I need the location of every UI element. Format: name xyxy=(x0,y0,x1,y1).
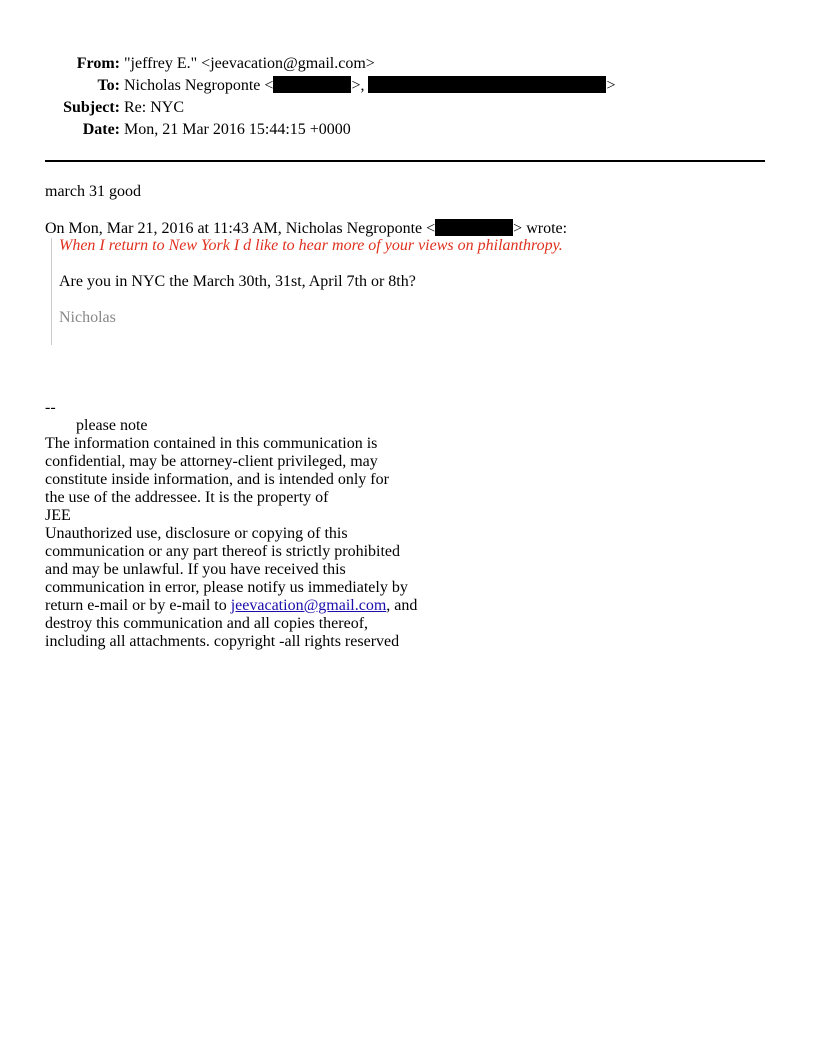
date-label: Date: xyxy=(82,121,120,138)
from-row xyxy=(0,53,816,75)
signature-block xyxy=(45,399,417,651)
signature-line: confidential, may be attorney-client privileged, may xyxy=(45,453,378,470)
signature-line: Unauthorized use, disclosure or copying of this xyxy=(45,525,348,542)
date-value: Mon, 21 Mar 2016 15:44:15 +0000 xyxy=(124,121,351,138)
quoted-line-philanthropy: When I return to New York I d like to hear more of your views on philanthropy. xyxy=(59,237,563,254)
signature-line: communication or any part thereof is strictly prohibited xyxy=(45,543,401,560)
signature-note: please note xyxy=(76,417,148,434)
subject-label: Subject: xyxy=(63,99,120,116)
redaction-block xyxy=(368,76,606,93)
signature-line: including all attachments. copyright -all rights reserved xyxy=(45,633,400,650)
signature-line: and may be unlawful. If you have received this xyxy=(45,561,346,578)
from-label: From: xyxy=(76,55,120,72)
signature-line: communication in error, please notify us immediately by xyxy=(45,579,408,596)
redaction-block xyxy=(273,76,351,93)
redaction-block xyxy=(435,219,513,236)
signature-line: constitute inside information, and is intended only for xyxy=(45,471,389,488)
to-value xyxy=(124,75,616,97)
attribution-after: > wrote: xyxy=(513,220,568,237)
reply-text: march 31 good xyxy=(45,183,141,200)
quoted-signoff: Nicholas xyxy=(59,309,116,326)
attribution-before: On Mon, Mar 21, 2016 at 11:43 AM, Nicholas Negroponte < xyxy=(45,220,436,237)
to-separator: >, xyxy=(351,77,369,94)
signature-line xyxy=(45,597,417,615)
to-end: > xyxy=(606,77,616,94)
from-value: "jeffrey E." <jeevacation@gmail.com> xyxy=(124,55,375,72)
to-recipient-name: Nicholas Negroponte < xyxy=(124,77,274,94)
signature-line: The information contained in this communication is xyxy=(45,435,378,452)
quote-bar xyxy=(51,238,52,345)
signature-dashes: -- xyxy=(45,399,56,416)
signature-line: the use of the addressee. It is the property of xyxy=(45,489,329,506)
email-header xyxy=(0,53,816,141)
quoted-line-dates: Are you in NYC the March 30th, 31st, April 7th or 8th? xyxy=(59,273,416,290)
email-link[interactable]: jeevacation@gmail.com xyxy=(230,597,387,614)
return-text: return e-mail or by e-mail to xyxy=(45,597,231,614)
to-row xyxy=(0,75,816,97)
header-divider xyxy=(45,160,765,162)
subject-row xyxy=(0,97,816,119)
to-label: To: xyxy=(97,77,120,94)
quote-attribution xyxy=(45,219,567,238)
signature-line: JEE xyxy=(45,507,71,524)
signature-line: destroy this communication and all copies thereof, xyxy=(45,615,369,632)
date-row xyxy=(0,119,816,141)
subject-value: Re: NYC xyxy=(124,99,184,116)
return-text-end: , and xyxy=(386,597,418,614)
